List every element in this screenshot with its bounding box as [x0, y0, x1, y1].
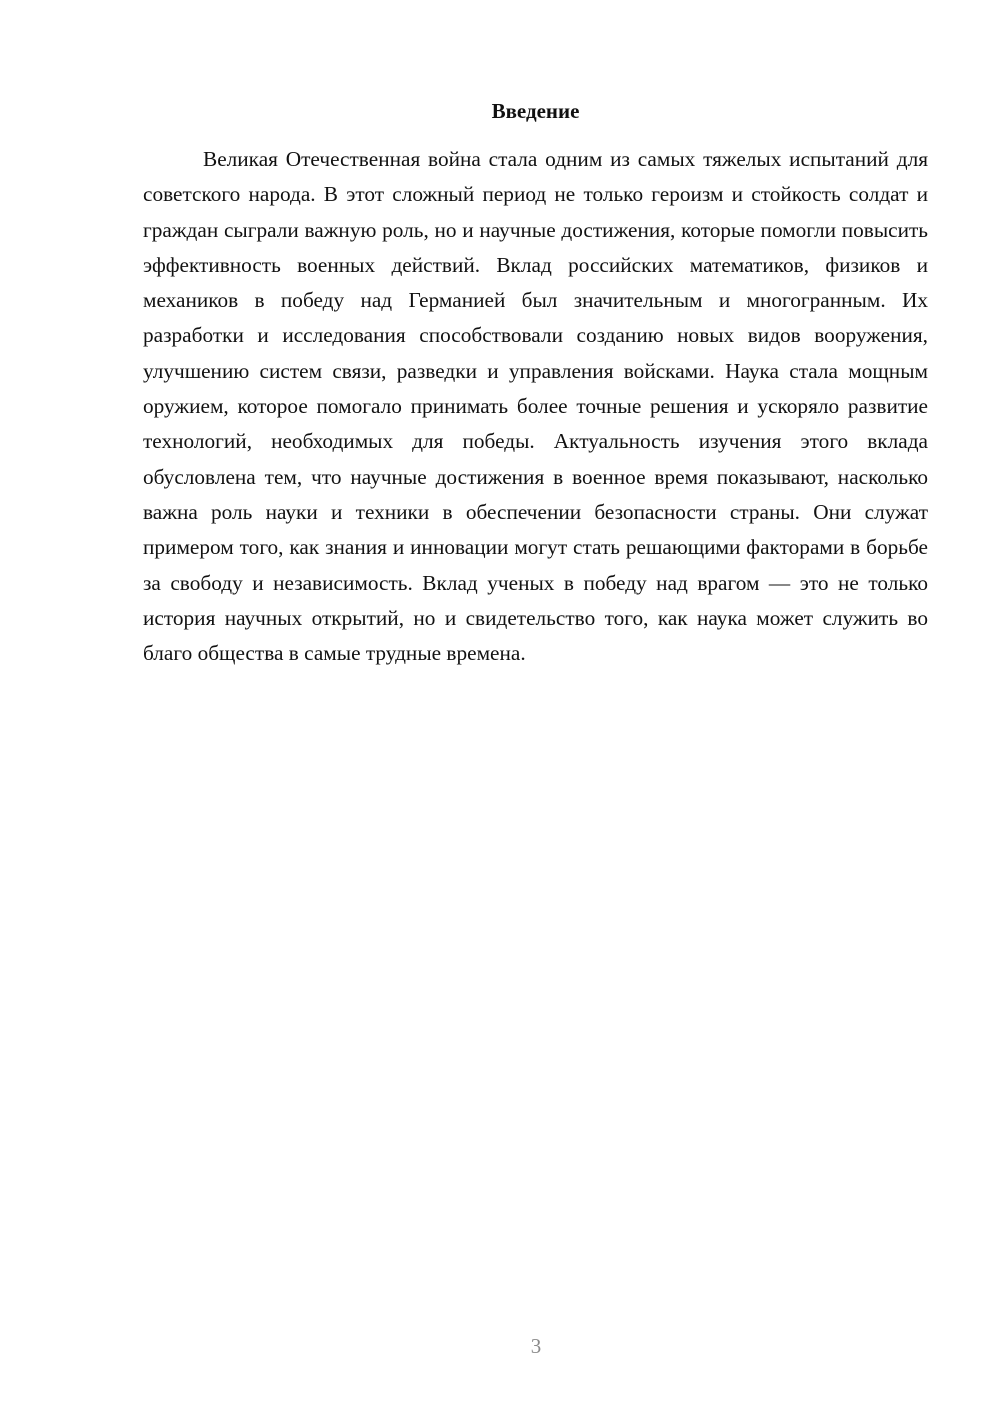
body-paragraph: Великая Отечественная война стала одним из самых тяжелых испытаний для советского народа. В этот сложный период не только героизм и стойкость солдат и граждан сыграли важную роль, но и научные достижения, которые помогли повысить эффективность военных действий. Вклад российских математиков, физиков и механиков в победу над Германией был значительным и многогранным. Их разработки и исследования способствовали созданию новых видов вооружения, улучшению систем связи, разведки и управления войсками. Наука стала мощным оружием, которое помогало принимать более точные решения и ускоряло развитие технологий, необходимых для победы. Актуальность изучения этого вклада обусловлена тем, что научные достижения в военное время показывают, насколько важна роль науки и техники в обеспечении безопасности страны. Они служат примером того, как знания и инновации могут стать решающими факторами в борьбе за свободу и независимость. Вклад ученых в победу над врагом — это не только история научных открытий, но и свидетельство того, как наука может служить во благо общества в самые трудные времена. — [143, 147, 928, 666]
page-number: 3 — [530, 1334, 542, 1358]
section-heading: Введение — [491, 99, 580, 123]
